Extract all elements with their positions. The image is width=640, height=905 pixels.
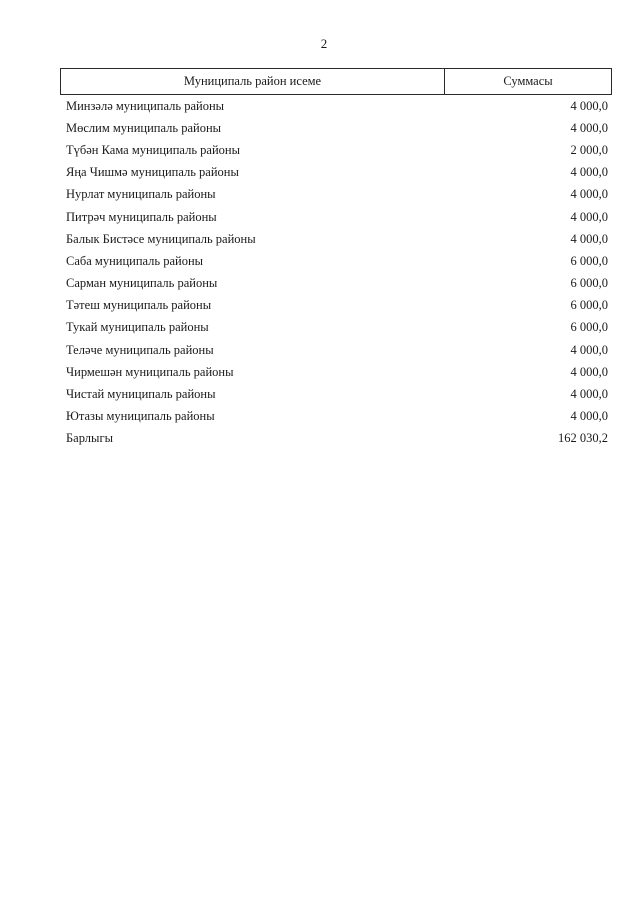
table-row	[60, 95, 612, 117]
district-amount: 4 000,0	[570, 120, 608, 135]
district-name: Түбән Кама муниципаль районы	[66, 142, 240, 157]
table-row	[60, 339, 612, 361]
district-name: Балык Бистәсе муниципаль районы	[66, 231, 256, 246]
district-name: Чистай муниципаль районы	[66, 387, 216, 402]
table-row	[60, 184, 612, 206]
table-row	[60, 317, 612, 339]
table-row	[60, 273, 612, 295]
district-name: Мөслим муниципаль районы	[66, 120, 222, 135]
district-amount: 4 000,0	[570, 165, 608, 180]
district-amount: 6 000,0	[570, 276, 608, 291]
total-label: Барлыгы	[66, 431, 113, 446]
district-amount: 4 000,0	[570, 387, 608, 402]
district-name: Чирмешән муниципаль районы	[66, 364, 234, 379]
table-row	[60, 139, 612, 161]
district-name: Тәтеш муниципаль районы	[66, 298, 212, 313]
district-amount: 2 000,0	[570, 142, 608, 157]
table-row	[60, 383, 612, 405]
district-amount: 4 000,0	[570, 231, 608, 246]
header-amount: Суммасы	[503, 74, 553, 88]
table-row	[60, 406, 612, 428]
total-amount: 162 030,2	[558, 431, 608, 446]
table-row	[60, 117, 612, 139]
table-row	[60, 250, 612, 272]
district-amount: 4 000,0	[570, 342, 608, 357]
page-number: 2	[320, 36, 328, 51]
table-body	[60, 95, 612, 450]
district-name: Сарман муниципаль районы	[66, 276, 218, 291]
table-row	[60, 206, 612, 228]
district-amount: 4 000,0	[570, 98, 608, 113]
district-name: Питрәч муниципаль районы	[66, 209, 217, 224]
allocation-table	[60, 68, 612, 450]
total-row	[60, 428, 612, 450]
table-row	[60, 162, 612, 184]
header-district-name: Муниципаль район исеме	[61, 69, 445, 94]
district-name: Саба муниципаль районы	[66, 253, 204, 268]
district-amount: 6 000,0	[570, 253, 608, 268]
district-amount: 6 000,0	[570, 298, 608, 313]
district-name: Нурлат муниципаль районы	[66, 187, 216, 202]
district-name: Яңа Чишмә муниципаль районы	[66, 165, 239, 180]
district-amount: 4 000,0	[570, 409, 608, 424]
district-name: Ютазы муниципаль районы	[66, 409, 215, 424]
table-row	[60, 228, 612, 250]
table-header-row	[60, 68, 612, 95]
district-name: Минзәлә муниципаль районы	[66, 98, 225, 113]
district-amount: 6 000,0	[570, 320, 608, 335]
table-row	[60, 361, 612, 383]
district-name: Теләче муниципаль районы	[66, 342, 214, 357]
table-row	[60, 295, 612, 317]
district-amount: 4 000,0	[570, 209, 608, 224]
district-amount: 4 000,0	[570, 187, 608, 202]
district-name: Тукай муниципаль районы	[66, 320, 209, 335]
district-amount: 4 000,0	[570, 364, 608, 379]
